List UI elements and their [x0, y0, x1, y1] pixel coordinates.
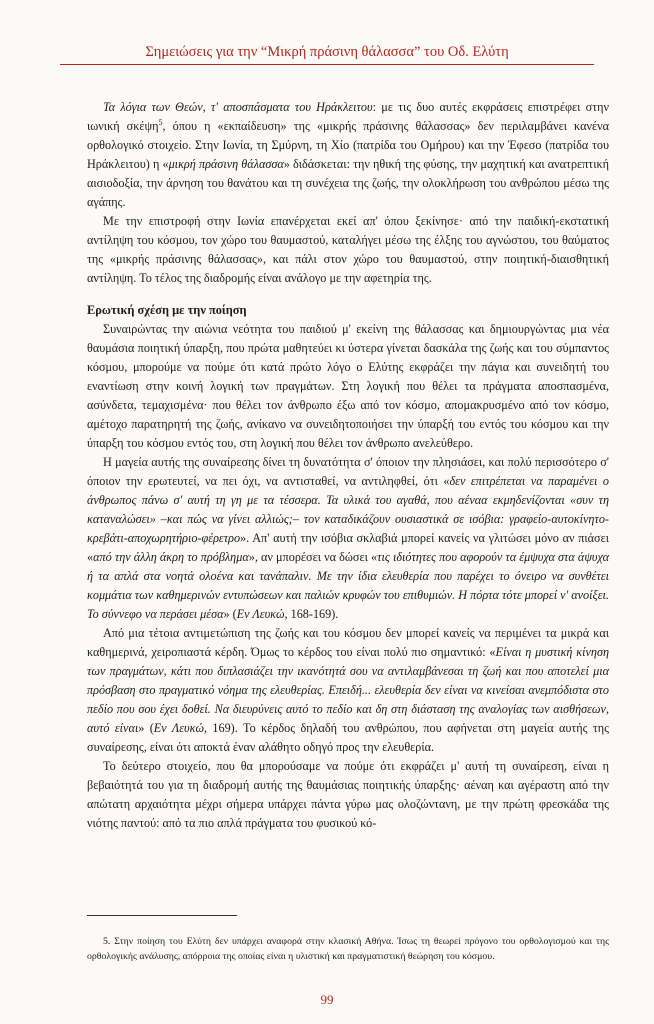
italic-phrase: μικρή πράσινη θάλασσα [168, 157, 284, 171]
paragraph-3: Συναιρώντας την αιώνια νεότητα του παιδιού μ' εκείνη της θάλασσας και δημιουργώντας μια νέα θαυμάσια ποιητική ύπαρξη, που πρώτα μαθητεύει κι ύστερα γίνεται δασκάλα της ζωής και του σύμπαντος κόσμου, μπορούμε να πούμε ότι κατά πρώτο λόγο ο Ελύτης εκφράζει την πάγια και συνειδητή του εναντίωση στην κοινή λογική των πραγμάτων. Στη λογική που θέλει τα πράγματα αποσπασμένα, ασύνδετα, τεμαχισμένα· που θέλει τον άνθρωπο έξω από τον κόσμο, απομακρυσμένο από τον κόσμο, αμέτοχο παρατηρητή της ζωής, ανίκανο να συνειδητοποιήσει την ύπαρξή του εντός του κόσμου και την ύπαρξη του κόσμου εντός του, στη λογική που θέλει τον άνθρωπο ανελεύθερο. [87, 322, 609, 450]
body-text [87, 98, 609, 833]
paragraph-2: Με την επιστροφή στην Ιωνία επανέρχεται εκεί απ' όπου ξεκίνησε· από την παιδική-εκστατική αντίληψη του κόσμου, τον χώρο του θαυμαστού, καταλήγει μέσω της έλξης του αγνώστου, του θαύματος της «μικρής πράσινης θάλασσας», και πάλι στον χώρο του θαυμαστού, στην ποιητική-διαισθητική αντίληψη. Το τέλος της διαδρομής είναι ανάλογο με την αφετηρία της. [87, 214, 609, 285]
page-number: 99 [320, 992, 334, 1007]
paragraph-6: Το δεύτερο στοιχείο, που θα μπορούσαμε να πούμε ότι εκφράζει μ' αυτή τη συναίρεση, είναι η βεβαιότητά του για τη διαδρομή αυτής της θαυμάσιας ποιητικής ύπαρξης· αέναη και αγέραστη από την απώτατη αρχαιότητα μέχρι σήμερα υπάρχει πάντα γύρω μας ολοζώντανη, με την πρώτη φρεσκάδα της νιότης παντού: από τα πιο απλά πράγματα του φυσικού κό- [87, 759, 609, 830]
book-title: Εν Λευκώ [236, 607, 285, 621]
quotation: από την άλλη άκρη το πρόβλημα [93, 550, 249, 564]
header-rule [60, 64, 594, 65]
footnote-rule [87, 915, 237, 916]
paragraph-1: Τα λόγια των Θεών, τ' αποσπάσματα του Ηράκλειτου: με τις δυο αυτές εκφράσεις επιστρέφει στην ιωνική σκέψη$^5$, όπου η «εκπαίδευση» της «μικρής πράσινης θάλασσας» δεν περιλαμβάνει κανένα ορθολογικό στοιχείο. Στην Ιωνία, τη Σμύρνη, τη Χίο (πατρίδα του Ομήρου) και την Έφεσο (πατρίδα του Ηράκλειτου) η «μικρή πράσινη θάλασσα» διδάσκεται: την ηθική της φύσης, την μαχητική και ανατρεπτική αισιοδοξία, την άρνηση του θανάτου και τη συνέχεια της ζωής, την ολοκλήρωση του ανθρώπου μέσω της αγάπης. [87, 100, 610, 209]
footnote-ref[interactable]: 5 [158, 117, 163, 127]
paragraph-5: Από μια τέτοια αντιμετώπιση της ζωής και του κόσμου δεν μπορεί κανείς να περιμένει τα μικρά και καθημερινά, χειροπιαστά κέρδη. Όμως το κέρδος του είναι πολύ πιο σημαντικό: «Είναι η μυστική κίνηση των πραγμάτων, κάτι που διπλασιάζει την ικανότητά σου να αντιλαμβάνεσαι τη ζωή και που αποτελεί μια πρόσβαση στο πραγματικό νόημα της ελευθερίας. Επειδή... ελευθερία δεν είναι να κινείσαι ανεμπόδιστα στο πεδίο που σου έχει δοθεί. Να διευρύνεις αυτό το πεδίο και δη στη διάσταση της αναλογίας των αισθήσεων, αυτό είναι» (Εν Λευκώ, 169). Το κέρδος δηλαδή του ανθρώπου, που αφήνεται στη μαγεία αυτής της συναίρεσης, είναι ότι αποκτά έναν αλάθητο οδηγό προς την ελευθερία. [87, 626, 610, 754]
paragraph-4: Η μαγεία αυτής της συναίρεσης δίνει τη δυνατότητα σ' όποιον την πλησιάσει, και πολύ περισσότερο σ' όποιον την ερωτευτεί, να πει όχι, να αντισταθεί, να αντιληφθεί, ότι «δεν επιτρέπεται να παραμένει ο άνθρωπος πάνω σ' αυτή τη γη με τα τέσσερα. Τα υλικά του αγαθά, που αέναα εκμηδενίζονται «συν τη καταναλώσει» –και πώς να γίνει αλλιώς;– τον καταδικάζουν ουσιαστικά σε ισόβια: γραφείο-αυτοκίνητο-κρεβάτι-αποχωρητήριο-φέρετρο». Απ' αυτή την ισόβια σκλαβιά μπορεί κανείς να γλιτώσει μόνο αν πιάσει «από την άλλη άκρη το πρόβλημα», αν μπορέσει να δώσει «τις ιδιότητες που αφορούν τα έμψυχα στα άψυχα ή τα απλά στα νοητά ολοένα και τανάπαλιν. Με την ίδια ελευθερία που παρέχει το όνειρο να συνθέτει κομμάτια των καθημερινών εντυπώσεων και παλιών κρυφών του επιθυμιών. Η πόρτα τότε μπορεί ν' ανοίξει. Το σύννεφο να περάσει μέσα» (Εν Λευκώ, 168-169). [87, 455, 609, 621]
running-header: Σημειώσεις για την “Μικρή πράσινη θάλασσα” του Οδ. Ελύτη [145, 44, 509, 60]
quotation: δεν επιτρέπεται να παραμένει ο άνθρωπος πάνω σ' αυτή τη γη με τα τέσσερα. Τα υλικά του αγαθά, που αέναα εκμηδενίζονται «συν τη καταναλώσει» –και πώς να γίνει αλλιώς;– τον καταδικάζουν ουσιαστικά σε ισόβια: γραφείο-αυτοκίνητο-κρεβάτι-αποχωρητήριο-φέρετρο [87, 474, 609, 545]
footnote: 5. Στην ποίηση του Ελύτη δεν υπάρχει αναφορά στην κλασική Αθήνα. Ίσως τη θεωρεί πρόγονο του ορθολογισμού και της ορθολογικής ανάλυσης, απόρροια της οποίας είναι η υλιστική και πραγματιστική θεώρηση του κόσμου. [87, 936, 609, 962]
section-heading: Ερωτική σχέση με την ποίηση [87, 303, 247, 317]
italic-phrase: Τα λόγια των Θεών, τ' αποσπάσματα του Ηράκλειτου [103, 100, 373, 114]
quotation: τις ιδιότητες που αφορούν τα έμψυχα στα άψυχα ή τα απλά στα νοητά ολοένα και τανάπαλιν. Με την ίδια ελευθερία που παρέχει το όνειρο να συνθέτει κομμάτια των καθημερινών εντυπώσεων και παλιών κρυφών του επιθυμιών. Η πόρτα τότε μπορεί ν' ανοίξει. Το σύννεφο να περάσει μέσα [87, 550, 609, 621]
quotation: Είναι η μυστική κίνηση των πραγμάτων, κάτι που διπλασιάζει την ικανότητά σου να αντιλαμβάνεσαι τη ζωή και που αποτελεί μια πρόσβαση στο πραγματικό νόημα της ελευθερίας. Επειδή... ελευθερία δεν είναι να κινείσαι ανεμπόδιστα στο πεδίο που σου έχει δοθεί. Να διευρύνεις αυτό το πεδίο και δη στη διάσταση της αναλογίας των αισθήσεων, αυτό είναι [87, 645, 609, 735]
book-title: Εν Λευκώ [153, 721, 204, 735]
